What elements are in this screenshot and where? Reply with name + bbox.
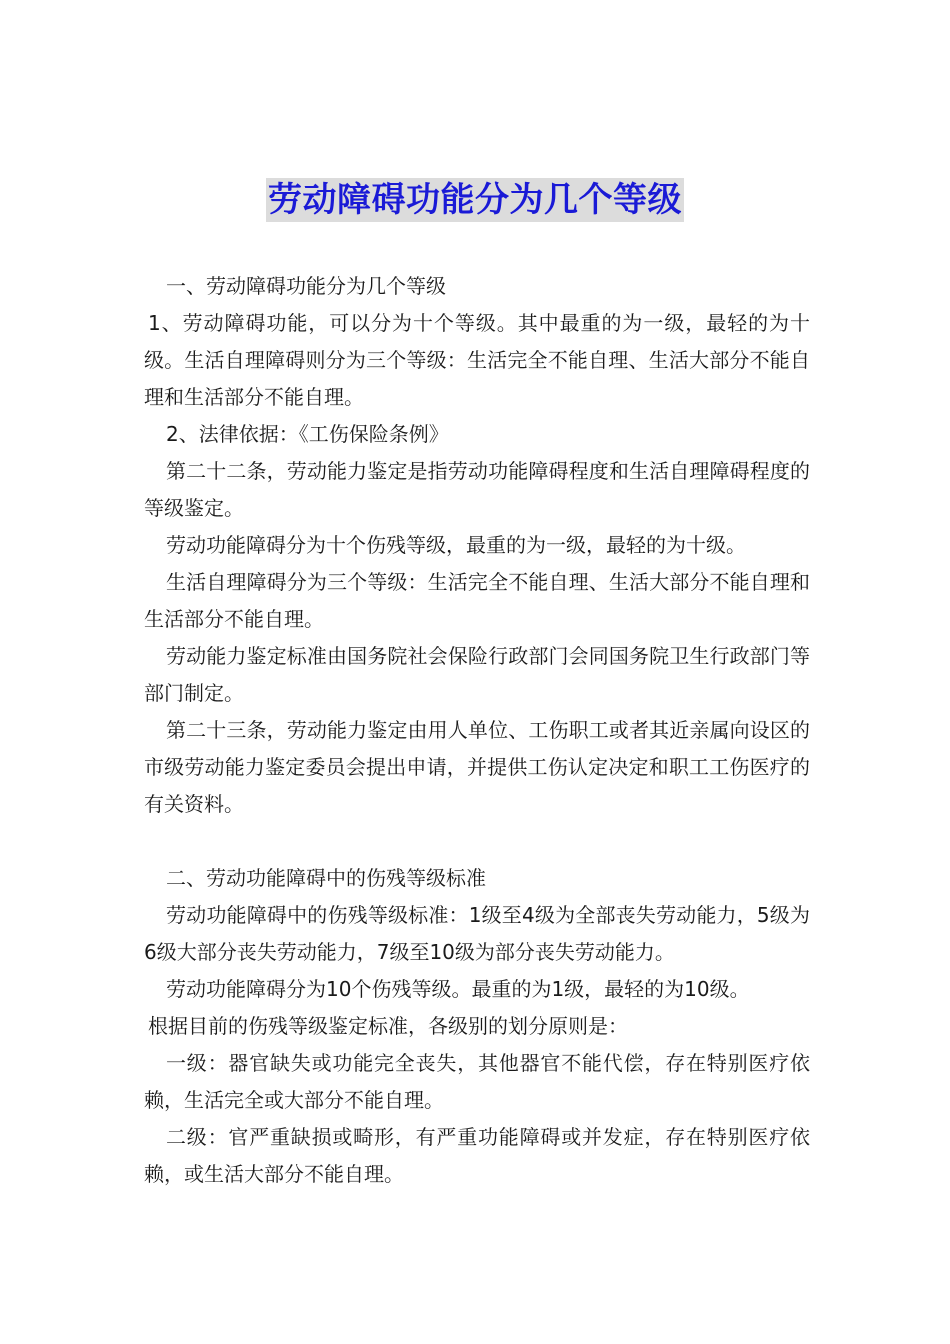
section1-paragraph-7: 第二十三条，劳动能力鉴定由用人单位、工伤职工或者其近亲属向设区的市级劳动能力鉴定委员会提出申请，并提供工伤认定决定和职工工伤医疗的有关资料。 xyxy=(144,718,810,816)
section1-paragraph-3: 第二十二条，劳动能力鉴定是指劳动功能障碍程度和生活自理障碍程度的等级鉴定。 xyxy=(144,459,810,520)
section1-paragraph-2: 2、法律依据：《工伤保险条例》 xyxy=(166,422,449,446)
section2-paragraph-2: 劳动功能障碍分为10个伤残等级。最重的为1级，最轻的为10级。 xyxy=(166,977,750,1001)
section-spacer xyxy=(144,823,810,860)
section2-heading: 二、劳动功能障碍中的伤残等级标准 xyxy=(166,866,486,890)
section1-paragraph-6: 劳动能力鉴定标准由国务院社会保险行政部门会同国务院卫生行政部门等部门制定。 xyxy=(144,644,810,705)
title-container xyxy=(0,178,950,222)
section1-paragraph-1: 1、劳动障碍功能，可以分为十个等级。其中最重的为一级，最轻的为十级。生活自理障碍则分为三个等级：生活完全不能自理、生活大部分不能自理和生活部分不能自理。 xyxy=(144,311,810,409)
section2-paragraph-1: 劳动功能障碍中的伤残等级标准：1级至4级为全部丧失劳动能力，5级为6级大部分丧失劳动能力，7级至10级为部分丧失劳动能力。 xyxy=(144,903,810,964)
section2-paragraph-4: 一级：器官缺失或功能完全丧失，其他器官不能代偿，存在特别医疗依赖，生活完全或大部分不能自理。 xyxy=(144,1051,810,1112)
section1-paragraph-5: 生活自理障碍分为三个等级：生活完全不能自理、生活大部分不能自理和生活部分不能自理。 xyxy=(144,570,810,631)
section1-heading: 一、劳动障碍功能分为几个等级 xyxy=(166,274,446,298)
section1-paragraph-4: 劳动功能障碍分为十个伤残等级，最重的为一级，最轻的为十级。 xyxy=(166,533,746,557)
section2-paragraph-3: 根据目前的伤残等级鉴定标准，各级别的划分原则是： xyxy=(148,1014,628,1038)
document-body xyxy=(144,268,810,1193)
section2-paragraph-5: 二级：官严重缺损或畸形，有严重功能障碍或并发症，存在特别医疗依赖，或生活大部分不能自理。 xyxy=(144,1125,810,1186)
document-title: 劳动障碍功能分为几个等级 xyxy=(268,180,682,220)
